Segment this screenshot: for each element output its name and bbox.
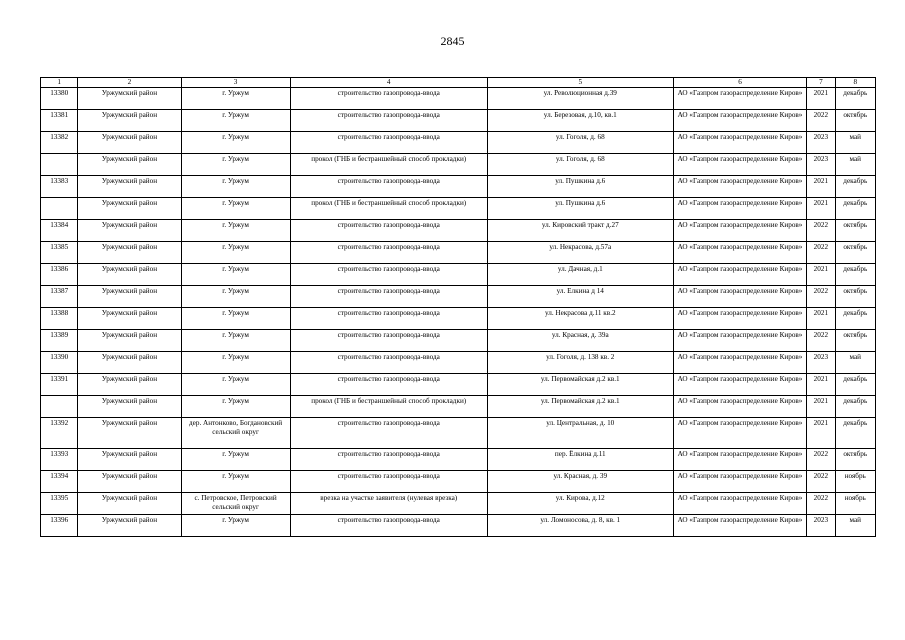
year-cell: 2022 <box>807 286 835 308</box>
work-type-cell: строительство газопровода-ввода <box>290 330 487 352</box>
month-cell: декабрь <box>835 396 875 418</box>
row-number-cell: 13386 <box>41 264 78 286</box>
organization-cell: АО «Газпром газораспределение Киров» <box>673 198 806 220</box>
locality-cell: г. Уржум <box>181 176 290 198</box>
work-type-cell: строительство газопровода-ввода <box>290 352 487 374</box>
locality-cell: г. Уржум <box>181 88 290 110</box>
district-cell: Уржумский район <box>78 418 181 449</box>
work-type-cell: строительство газопровода-ввода <box>290 264 487 286</box>
locality-cell: г. Уржум <box>181 374 290 396</box>
year-cell: 2021 <box>807 418 835 449</box>
year-cell: 2022 <box>807 110 835 132</box>
year-cell: 2021 <box>807 198 835 220</box>
locality-cell: г. Уржум <box>181 154 290 176</box>
row-number-cell: 13396 <box>41 515 78 537</box>
table-row <box>41 493 876 515</box>
year-cell: 2022 <box>807 330 835 352</box>
month-cell: октябрь <box>835 330 875 352</box>
district-cell: Уржумский район <box>78 515 181 537</box>
column-header: 4 <box>290 78 487 88</box>
organization-cell: АО «Газпром газораспределение Киров» <box>673 493 806 515</box>
address-cell: ул. Гоголя, д. 68 <box>487 132 673 154</box>
address-cell: ул. Некрасова д.11 кв.2 <box>487 308 673 330</box>
locality-cell: с. Петровское, Петровский сельский округ <box>181 493 290 515</box>
locality-cell: г. Уржум <box>181 352 290 374</box>
district-cell: Уржумский район <box>78 374 181 396</box>
row-number-cell <box>41 198 78 220</box>
organization-cell: АО «Газпром газораспределение Киров» <box>673 154 806 176</box>
work-type-cell: врезка на участке заявителя (нулевая врезка) <box>290 493 487 515</box>
table-row <box>41 176 876 198</box>
address-cell: пер. Ёлкина д.11 <box>487 449 673 471</box>
year-cell: 2021 <box>807 264 835 286</box>
district-cell: Уржумский район <box>78 242 181 264</box>
year-cell: 2021 <box>807 396 835 418</box>
district-cell: Уржумский район <box>78 471 181 493</box>
locality-cell: г. Уржум <box>181 220 290 242</box>
address-cell: ул. Кировский тракт д.27 <box>487 220 673 242</box>
table-row <box>41 374 876 396</box>
column-header: 7 <box>807 78 835 88</box>
work-type-cell: строительство газопровода-ввода <box>290 220 487 242</box>
year-cell: 2021 <box>807 308 835 330</box>
row-number-cell: 13389 <box>41 330 78 352</box>
table-row <box>41 264 876 286</box>
row-number-cell <box>41 396 78 418</box>
district-cell: Уржумский район <box>78 352 181 374</box>
row-number-cell: 13385 <box>41 242 78 264</box>
row-number-cell: 13383 <box>41 176 78 198</box>
month-cell: декабрь <box>835 418 875 449</box>
work-type-cell: строительство газопровода-ввода <box>290 88 487 110</box>
month-cell: ноябрь <box>835 471 875 493</box>
table-row <box>41 132 876 154</box>
address-cell: ул. Революционная д.39 <box>487 88 673 110</box>
organization-cell: АО «Газпром газораспределение Киров» <box>673 396 806 418</box>
address-cell: ул. Елкина д 14 <box>487 286 673 308</box>
address-cell: ул. Ломоносова, д. 8, кв. 1 <box>487 515 673 537</box>
table-row <box>41 396 876 418</box>
row-number-cell <box>41 154 78 176</box>
work-type-cell: прокол (ГНБ и бестраншейный способ прокладки) <box>290 198 487 220</box>
district-cell: Уржумский район <box>78 198 181 220</box>
organization-cell: АО «Газпром газораспределение Киров» <box>673 110 806 132</box>
row-number-cell: 13384 <box>41 220 78 242</box>
header-row <box>41 78 876 88</box>
district-cell: Уржумский район <box>78 449 181 471</box>
table-row <box>41 449 876 471</box>
organization-cell: АО «Газпром газораспределение Киров» <box>673 352 806 374</box>
address-cell: ул. Центральная, д. 10 <box>487 418 673 449</box>
month-cell: декабрь <box>835 176 875 198</box>
locality-cell: г. Уржум <box>181 110 290 132</box>
organization-cell: АО «Газпром газораспределение Киров» <box>673 88 806 110</box>
district-cell: Уржумский район <box>78 264 181 286</box>
locality-cell: г. Уржум <box>181 471 290 493</box>
table-row <box>41 198 876 220</box>
table-row <box>41 308 876 330</box>
district-cell: Уржумский район <box>78 330 181 352</box>
month-cell: ноябрь <box>835 493 875 515</box>
table-body <box>41 88 876 537</box>
address-cell: ул. Кирова, д.12 <box>487 493 673 515</box>
address-cell: ул. Пушкина д.6 <box>487 176 673 198</box>
locality-cell: г. Уржум <box>181 449 290 471</box>
table-row <box>41 515 876 537</box>
month-cell: декабрь <box>835 88 875 110</box>
work-type-cell: строительство газопровода-ввода <box>290 110 487 132</box>
locality-cell: г. Уржум <box>181 132 290 154</box>
year-cell: 2023 <box>807 132 835 154</box>
work-type-cell: строительство газопровода-ввода <box>290 242 487 264</box>
year-cell: 2023 <box>807 154 835 176</box>
work-type-cell: строительство газопровода-ввода <box>290 308 487 330</box>
row-number-cell: 13381 <box>41 110 78 132</box>
table-row <box>41 352 876 374</box>
year-cell: 2022 <box>807 493 835 515</box>
column-header: 8 <box>835 78 875 88</box>
table-row <box>41 154 876 176</box>
month-cell: декабрь <box>835 308 875 330</box>
organization-cell: АО «Газпром газораспределение Киров» <box>673 515 806 537</box>
row-number-cell: 13394 <box>41 471 78 493</box>
address-cell: ул. Гоголя, д. 68 <box>487 154 673 176</box>
month-cell: май <box>835 515 875 537</box>
month-cell: декабрь <box>835 264 875 286</box>
work-type-cell: прокол (ГНБ и бестраншейный способ прокладки) <box>290 154 487 176</box>
address-cell: ул. Березовая, д.10, кв.1 <box>487 110 673 132</box>
work-type-cell: строительство газопровода-ввода <box>290 471 487 493</box>
month-cell: май <box>835 132 875 154</box>
organization-cell: АО «Газпром газораспределение Киров» <box>673 471 806 493</box>
locality-cell: г. Уржум <box>181 396 290 418</box>
row-number-cell: 13393 <box>41 449 78 471</box>
organization-cell: АО «Газпром газораспределение Киров» <box>673 449 806 471</box>
organization-cell: АО «Газпром газораспределение Киров» <box>673 330 806 352</box>
district-cell: Уржумский район <box>78 132 181 154</box>
month-cell: декабрь <box>835 198 875 220</box>
district-cell: Уржумский район <box>78 493 181 515</box>
organization-cell: АО «Газпром газораспределение Киров» <box>673 220 806 242</box>
column-header: 3 <box>181 78 290 88</box>
year-cell: 2022 <box>807 471 835 493</box>
month-cell: октябрь <box>835 449 875 471</box>
work-type-cell: строительство газопровода-ввода <box>290 176 487 198</box>
organization-cell: АО «Газпром газораспределение Киров» <box>673 308 806 330</box>
column-header: 5 <box>487 78 673 88</box>
locality-cell: г. Уржум <box>181 198 290 220</box>
year-cell: 2021 <box>807 88 835 110</box>
year-cell: 2022 <box>807 220 835 242</box>
month-cell: октябрь <box>835 110 875 132</box>
work-type-cell: прокол (ГНБ и бестраншейный способ прокладки) <box>290 396 487 418</box>
table-row <box>41 88 876 110</box>
district-cell: Уржумский район <box>78 154 181 176</box>
work-type-cell: строительство газопровода-ввода <box>290 418 487 449</box>
address-cell: ул. Пушкина д.6 <box>487 198 673 220</box>
year-cell: 2023 <box>807 515 835 537</box>
locality-cell: г. Уржум <box>181 264 290 286</box>
locality-cell: г. Уржум <box>181 242 290 264</box>
work-type-cell: строительство газопровода-ввода <box>290 286 487 308</box>
district-cell: Уржумский район <box>78 308 181 330</box>
organization-cell: АО «Газпром газораспределение Киров» <box>673 176 806 198</box>
organization-cell: АО «Газпром газораспределение Киров» <box>673 264 806 286</box>
district-cell: Уржумский район <box>78 286 181 308</box>
locality-cell: г. Уржум <box>181 515 290 537</box>
row-number-cell: 13391 <box>41 374 78 396</box>
table-row <box>41 220 876 242</box>
locality-cell: г. Уржум <box>181 286 290 308</box>
year-cell: 2021 <box>807 374 835 396</box>
work-type-cell: строительство газопровода-ввода <box>290 132 487 154</box>
address-cell: ул. Гоголя, д. 138 кв. 2 <box>487 352 673 374</box>
row-number-cell: 13387 <box>41 286 78 308</box>
table-row <box>41 242 876 264</box>
row-number-cell: 13390 <box>41 352 78 374</box>
district-cell: Уржумский район <box>78 176 181 198</box>
month-cell: май <box>835 352 875 374</box>
address-cell: ул. Первомайская д.2 кв.1 <box>487 374 673 396</box>
locality-cell: г. Уржум <box>181 330 290 352</box>
organization-cell: АО «Газпром газораспределение Киров» <box>673 374 806 396</box>
row-number-cell: 13392 <box>41 418 78 449</box>
organization-cell: АО «Газпром газораспределение Киров» <box>673 132 806 154</box>
district-cell: Уржумский район <box>78 396 181 418</box>
table-row <box>41 471 876 493</box>
year-cell: 2021 <box>807 176 835 198</box>
column-header: 2 <box>78 78 181 88</box>
page-number: 2845 <box>440 34 465 48</box>
year-cell: 2022 <box>807 242 835 264</box>
month-cell: май <box>835 154 875 176</box>
organization-cell: АО «Газпром газораспределение Киров» <box>673 242 806 264</box>
address-cell: ул. Некрасова, д.57а <box>487 242 673 264</box>
month-cell: октябрь <box>835 286 875 308</box>
row-number-cell: 13395 <box>41 493 78 515</box>
gas-registry-table <box>40 77 876 537</box>
table-row <box>41 418 876 449</box>
column-header: 6 <box>673 78 806 88</box>
table-row <box>41 286 876 308</box>
table-row <box>41 330 876 352</box>
row-number-cell: 13380 <box>41 88 78 110</box>
address-cell: ул. Первомайская д.2 кв.1 <box>487 396 673 418</box>
column-header: 1 <box>41 78 78 88</box>
organization-cell: АО «Газпром газораспределение Киров» <box>673 286 806 308</box>
address-cell: ул. Красная, д. 39а <box>487 330 673 352</box>
year-cell: 2023 <box>807 352 835 374</box>
work-type-cell: строительство газопровода-ввода <box>290 515 487 537</box>
organization-cell: АО «Газпром газораспределение Киров» <box>673 418 806 449</box>
work-type-cell: строительство газопровода-ввода <box>290 374 487 396</box>
month-cell: октябрь <box>835 220 875 242</box>
row-number-cell: 13382 <box>41 132 78 154</box>
row-number-cell: 13388 <box>41 308 78 330</box>
district-cell: Уржумский район <box>78 110 181 132</box>
district-cell: Уржумский район <box>78 88 181 110</box>
month-cell: октябрь <box>835 242 875 264</box>
month-cell: декабрь <box>835 374 875 396</box>
year-cell: 2022 <box>807 449 835 471</box>
table-row <box>41 110 876 132</box>
locality-cell: дер. Антонково, Богдановский сельский округ <box>181 418 290 449</box>
address-cell: ул. Красная, д. 39 <box>487 471 673 493</box>
address-cell: ул. Дачная, д.1 <box>487 264 673 286</box>
locality-cell: г. Уржум <box>181 308 290 330</box>
district-cell: Уржумский район <box>78 220 181 242</box>
work-type-cell: строительство газопровода-ввода <box>290 449 487 471</box>
